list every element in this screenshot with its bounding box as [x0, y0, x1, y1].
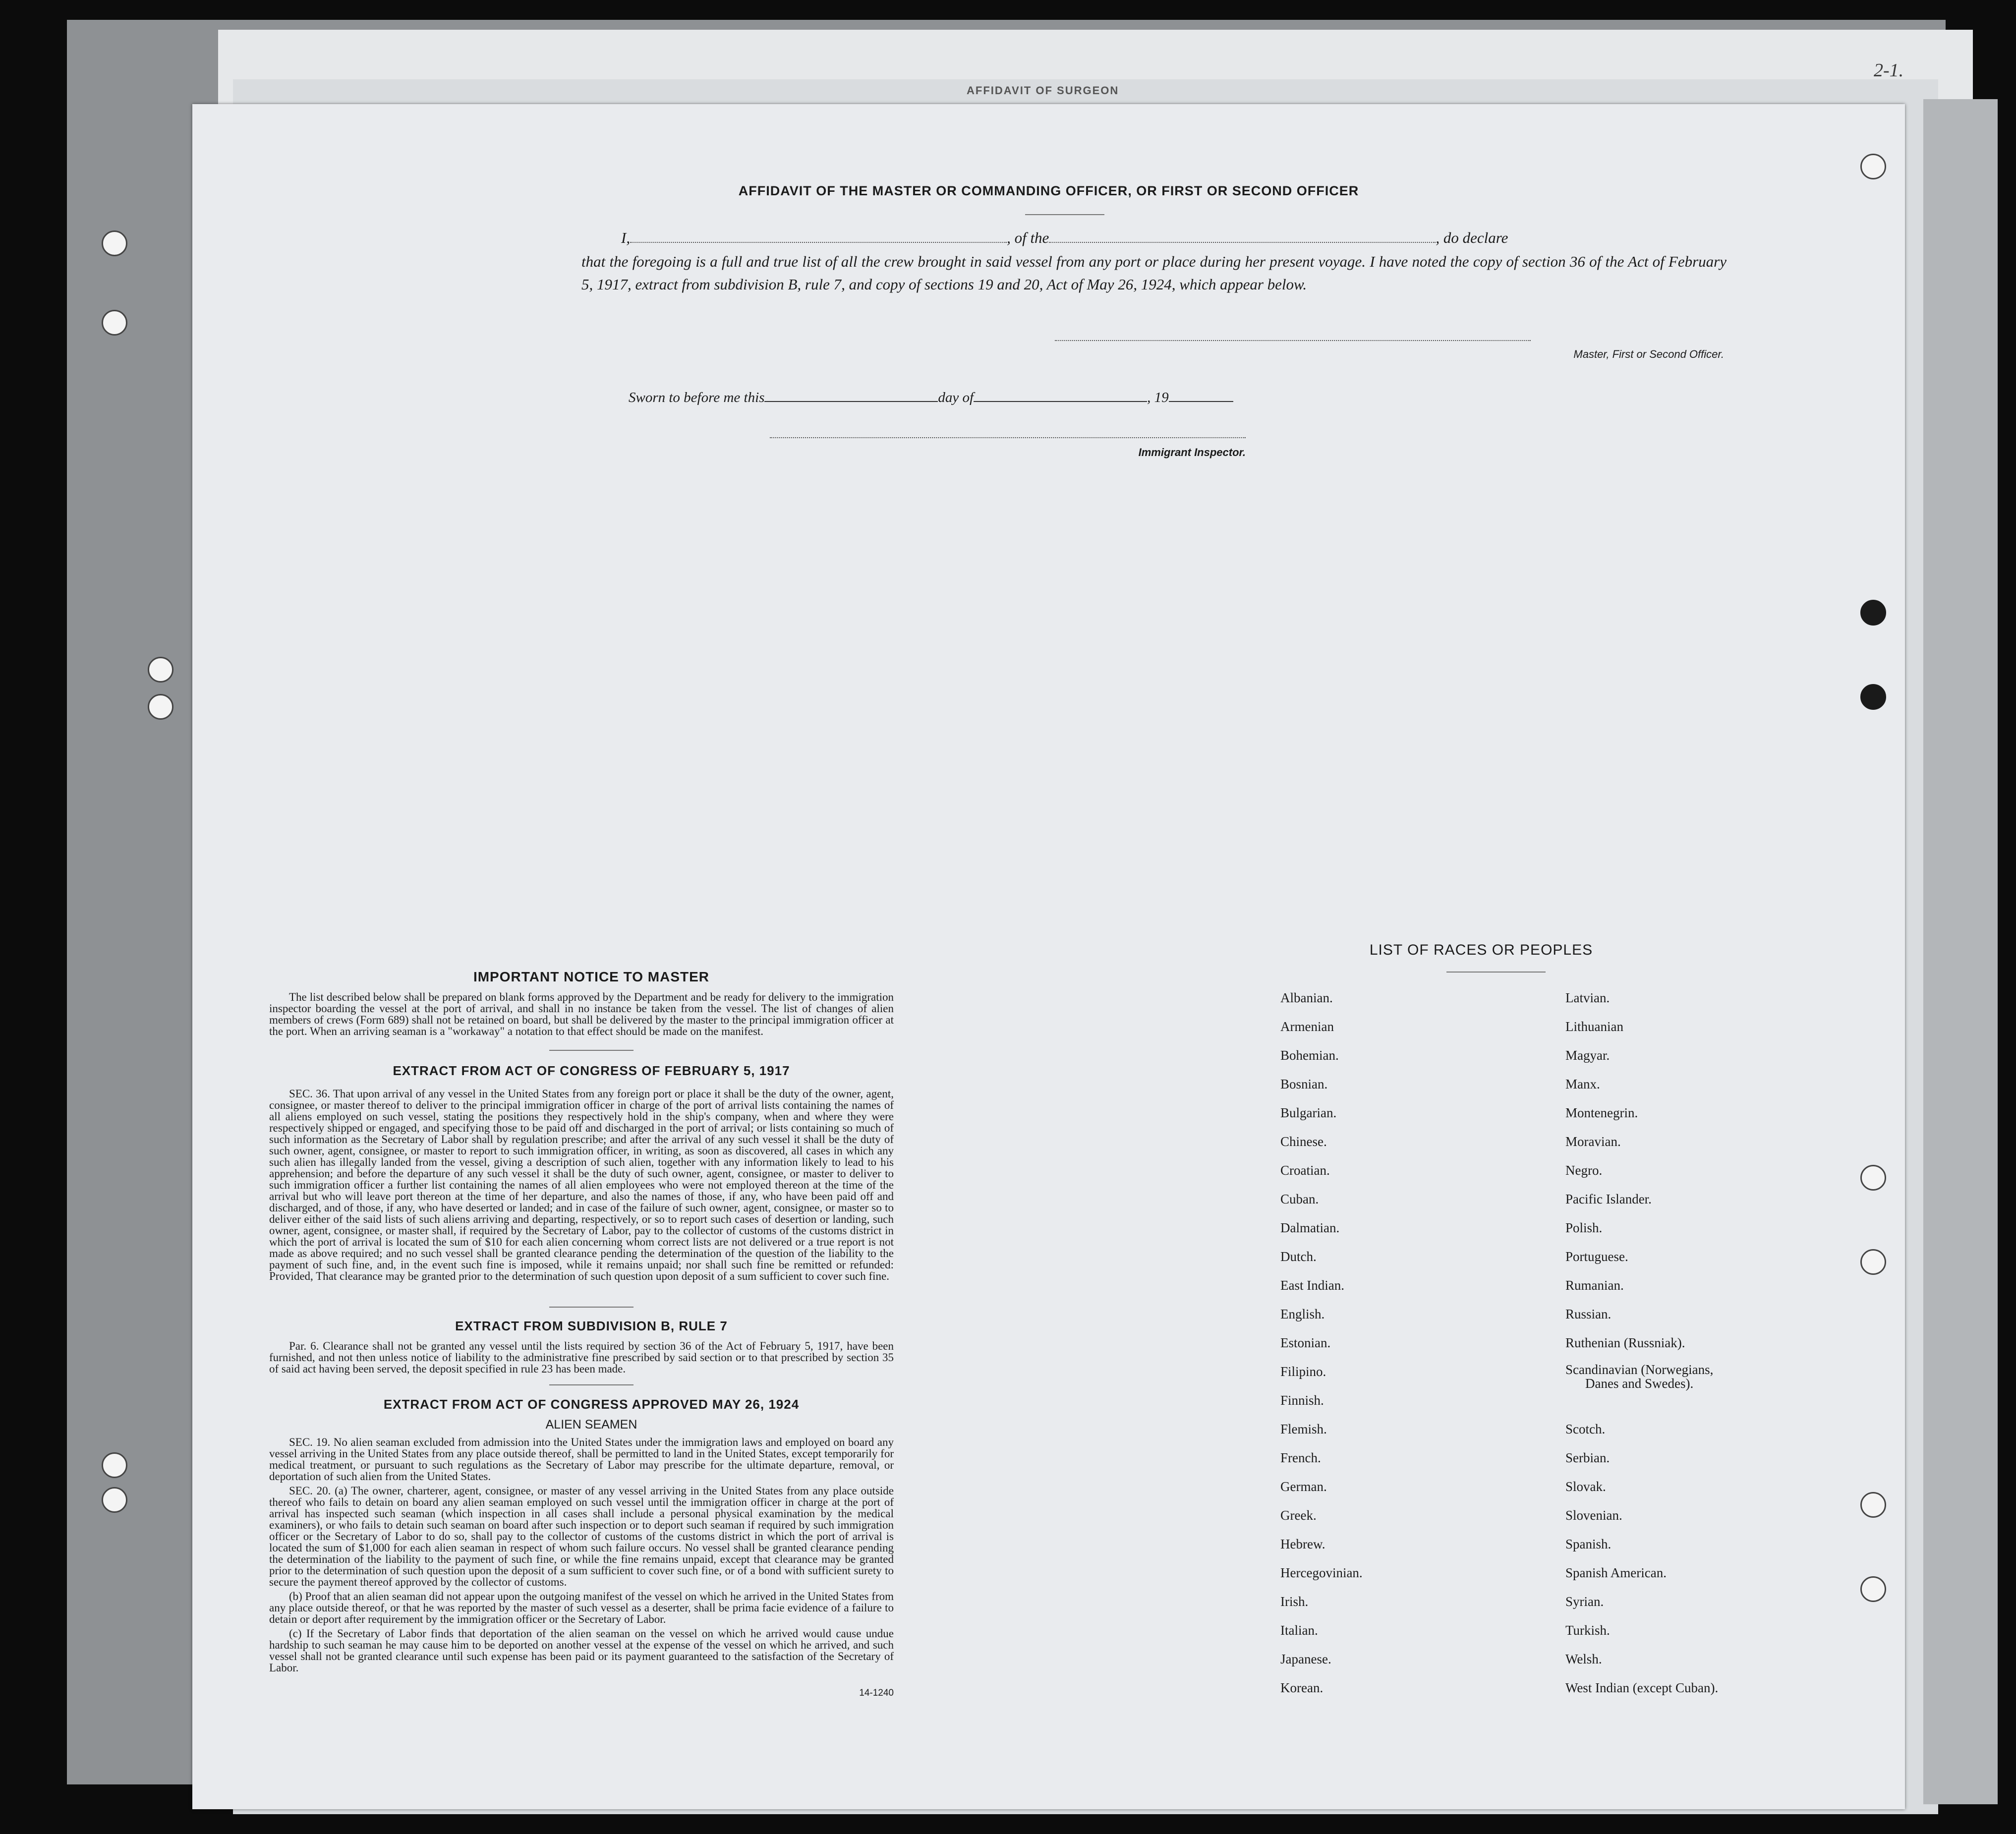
extract-1917-text: SEC. 36. That upon arrival of any vessel in the United States from any foreign port or place it shall be the duty of the owner, agent, consignee, or master thereof to deliver to the principal immigration officer in charge of the port of arrival lists containing the names of all aliens employed on such vessel, stating the positions they respectively hold in the ship's company, when and where they were respectively shipped or engaged, and specifying those to be paid off and discharged in the port of arrival; or lists containing so much of such information as the Secretary of Labor shall by regulation prescribe; and after the arrival of any such vessel it shall be the duty of such owner, agent, consignee, or master to report to such immigration officer, in writing, as soon as discovered, all cases in which any such alien has illegally landed from the vessel, giving a description of such alien, together with any information likely to lead to his apprehension; and before the departure of any such vessel it shall be the duty of such owner, agent, consignee, or master to deliver to such immigration officer a further list containing the names of all alien employees who were not employed thereon at the time of the arrival but who will leave port thereon at the time of her departure, and also the names of those, if any, who have been paid off and discharged, and of those, if any, who have deserted or landed; and in case of the failure of such owner, agent, consignee, or master so to deliver either of the said lists of such aliens arriving and departing, respectively, or so to report such cases of desertion or landing, such owner, agent, consignee, or master shall, if required by the Secretary of Labor, pay to the collector of customs of the customs district in which the port of arrival is located the sum of $10 for each alien concerning whom correct lists are not delivered or a true report is not made as above required; and no such vessel shall be granted clearance pending the determination of the question of the liability to the payment of such fine, and, in the event such fine is imposed, while it remains unpaid; nor shall such fine be remitted or refunded: Provided, That clearance may be granted prior to the determination of such question upon deposit of a sum sufficient to cover such fine.	[269, 1088, 894, 1282]
race-item: Moravian.	[1565, 1134, 1621, 1149]
title-divider	[1025, 214, 1104, 215]
corner-handwritten-note: 2-1.	[1874, 60, 1904, 81]
extract-1924-block	[269, 1436, 894, 1676]
sworn-day-blank[interactable]	[764, 387, 938, 402]
notice-title: IMPORTANT NOTICE TO MASTER	[473, 969, 710, 984]
extract-rule7-title: EXTRACT FROM SUBDIVISION B, RULE 7	[455, 1318, 728, 1333]
punch-hole	[1860, 1249, 1886, 1275]
race-item: Danes and Swedes).	[1585, 1376, 1694, 1391]
punch-hole	[1860, 1576, 1886, 1602]
race-item: East Indian.	[1280, 1278, 1344, 1293]
race-item: Negro.	[1565, 1163, 1603, 1178]
race-item: Croatian.	[1280, 1163, 1330, 1178]
binder-hole	[102, 1487, 127, 1513]
race-item: Chinese.	[1280, 1134, 1327, 1149]
affidavit-form-page	[192, 104, 1905, 1809]
punch-hole	[1860, 154, 1886, 179]
extract-1917-title: EXTRACT FROM ACT OF CONGRESS OF FEBRUARY 5, 1917	[393, 1063, 790, 1078]
race-item: Flemish.	[1280, 1422, 1327, 1436]
notice-text: The list described below shall be prepared on blank forms approved by the Department and be ready for delivery to the immigration inspector boarding the vessel at the port of arrival, and shall in no instance be taken from the vessel. The list of changes of alien members of crews (Form 689) shall not be retained on board, but shall be delivered by the master to the principal immigration officer at the port. When an arriving seaman is a "workaway" a notation to that effect should be made on the manifest.	[269, 991, 894, 1037]
race-item: Estonian.	[1280, 1335, 1331, 1350]
extract-1917-block	[269, 1088, 894, 1285]
race-item: Greek.	[1280, 1508, 1317, 1523]
punch-hole	[1860, 1165, 1886, 1191]
affidavit-title: AFFIDAVIT OF THE MASTER OR COMMANDING OFFICER, OR FIRST OR SECOND OFFICER	[738, 183, 1359, 198]
race-item: Serbian.	[1565, 1450, 1610, 1465]
binder-hole	[102, 310, 127, 336]
race-item: Filipino.	[1280, 1364, 1326, 1379]
declaration-line	[621, 227, 1727, 247]
race-item: Finnish.	[1280, 1393, 1324, 1408]
race-item: Russian.	[1565, 1307, 1612, 1321]
extract-rule7-block	[269, 1340, 894, 1377]
master-signature-label: Master, First or Second Officer.	[1573, 348, 1724, 360]
race-item: Magyar.	[1565, 1048, 1610, 1063]
race-item: Syrian.	[1565, 1594, 1604, 1609]
extract-rule7-text: Par. 6. Clearance shall not be granted any vessel until the lists required by section 36 of the Act of February 5, 1917, have been furnished, and not then unless notice of liability to the administrative fine prescribed by said section or to that prescribed by section 35 of said act having been served, the deposit specified in rule 23 has been made.	[269, 1340, 894, 1375]
race-item: Dutch.	[1280, 1249, 1317, 1264]
race-item: Hebrew.	[1280, 1537, 1325, 1551]
race-item: Albanian.	[1280, 990, 1333, 1005]
section-divider	[549, 1307, 634, 1308]
back-page-heading: AFFIDAVIT OF SURGEON	[967, 84, 1119, 97]
race-item: Spanish American.	[1565, 1565, 1667, 1580]
race-item: Irish.	[1280, 1594, 1309, 1609]
race-item: West Indian (except Cuban).	[1565, 1680, 1719, 1695]
sec19-text: SEC. 19. No alien seaman excluded from admission into the United States under the immigration laws and employed on board any vessel arriving in the United States from any place outside thereof, shall be permitted to land in the United States, except temporarily for medical treatment, or pursuant to such regulations as the Secretary of Labor may prescribe for the ultimate departure, removal, or deportation of such alien from the United States.	[269, 1436, 894, 1483]
race-item: Bulgarian.	[1280, 1105, 1337, 1120]
extract-1924-subtitle: ALIEN SEAMEN	[545, 1418, 637, 1432]
race-item: Dalmatian.	[1280, 1220, 1340, 1235]
race-item: Bohemian.	[1280, 1048, 1339, 1063]
sworn-year-blank[interactable]	[1169, 387, 1233, 402]
sec20b-text: (b) Proof that an alien seaman did not appear upon the outgoing manifest of the vessel on which he arrived in the United States from any place outside thereof, or that he was reported by the master of such vessel as a deserter, shall be prima facie evidence of a failure to detain or deport after requirement by the immigration officer or the Secretary of Labor.	[269, 1590, 894, 1625]
punch-hole	[1860, 600, 1886, 626]
race-item: Japanese.	[1280, 1652, 1331, 1666]
i-label: I,	[621, 229, 631, 246]
right-edge-sheet	[1923, 99, 1998, 1804]
punch-hole	[1860, 684, 1886, 710]
day-of-label: day of	[938, 390, 974, 405]
race-item: Spanish.	[1565, 1537, 1612, 1551]
sec20a-text: SEC. 20. (a) The owner, charterer, agent, consignee, or master of any vessel arriving in the United States from any place outside thereof who fails to detain on board any alien seaman employed on such vessel until the immigration officer in charge at the port of arrival has inspected such seaman (which inspection in all cases shall include a personal physical examination by the medical examiners), or who fails to detain such seaman on board after such inspection or to deport such seaman if required by such immigration officer or the Secretary of Labor to do so, shall pay to the collector of customs of the customs district in which the port of arrival is located the sum of $1,000 for each alien seaman in respect of whom such failure occurs. No vessel shall be granted clearance pending the determination of the liability to the payment of such fine, or while the fine remains unpaid, except that clearance may be granted prior to the determination of such question upon the deposit of a sum sufficient to cover such fine, or of a bond with sufficient surety to secure the payment thereof approved by the collector of customs.	[269, 1485, 894, 1588]
race-item: German.	[1280, 1479, 1327, 1494]
binder-hole	[102, 1452, 127, 1478]
sec20c-text: (c) If the Secretary of Labor finds that deportation of the alien seaman on the vessel on which he arrived would cause undue hardship to such seaman he may cause him to be deported on another vessel at the expense of the vessel on which he arrived, and such vessel shall not be granted clearance until such expense has been paid or its payment guaranteed to the satisfaction of the Secretary of Labor.	[269, 1627, 894, 1674]
race-item: Ruthenian (Russniak).	[1565, 1335, 1685, 1350]
punch-hole	[148, 657, 173, 683]
section-divider	[549, 1050, 634, 1051]
race-item: Montenegrin.	[1565, 1105, 1638, 1120]
race-item: French.	[1280, 1450, 1321, 1465]
extract-1924-title: EXTRACT FROM ACT OF CONGRESS APPROVED MAY 26, 1924	[383, 1397, 800, 1412]
race-item: English.	[1280, 1307, 1325, 1321]
race-item: Slovak.	[1565, 1479, 1606, 1494]
master-signature-line[interactable]	[1055, 340, 1531, 341]
race-item: Rumanian.	[1565, 1278, 1624, 1293]
sworn-line	[629, 387, 1372, 406]
race-item: Lithuanian	[1565, 1019, 1623, 1034]
year-label: , 19	[1147, 390, 1169, 405]
race-item: Welsh.	[1565, 1652, 1602, 1666]
sworn-month-blank[interactable]	[974, 387, 1147, 402]
inspector-signature-line[interactable]	[770, 437, 1246, 438]
race-item: Italian.	[1280, 1623, 1318, 1638]
races-divider	[1446, 972, 1546, 973]
race-item: Manx.	[1565, 1077, 1600, 1091]
race-item: Cuban.	[1280, 1192, 1319, 1206]
name-blank[interactable]	[630, 227, 1007, 243]
form-number: 14-1240	[859, 1688, 894, 1698]
race-item: Latvian.	[1565, 990, 1610, 1005]
do-declare-label: , do declare	[1436, 229, 1508, 246]
of-the-label: , of the	[1007, 229, 1049, 246]
inspector-label: Immigrant Inspector.	[1138, 446, 1246, 458]
punch-hole	[1860, 1492, 1886, 1518]
race-item: Bosnian.	[1280, 1077, 1328, 1091]
race-item: Slovenian.	[1565, 1508, 1622, 1523]
notice-block	[269, 991, 894, 1040]
race-item: Polish.	[1565, 1220, 1603, 1235]
vessel-blank[interactable]	[1049, 227, 1436, 243]
race-item: Scotch.	[1565, 1422, 1606, 1436]
race-item: Scandinavian (Norwegians,	[1565, 1362, 1714, 1377]
race-item: Armenian	[1280, 1019, 1334, 1034]
binder-hole	[102, 230, 127, 256]
race-item: Hercegovinian.	[1280, 1565, 1363, 1580]
races-title: LIST OF RACES OR PEOPLES	[1369, 942, 1593, 958]
affidavit-body: that the foregoing is a full and true list of all the crew brought in said vessel from any port or place during her present voyage. I have noted the copy of section 36 of the Act of February 5, 1917, extract from subdivision B, rule 7, and copy of sections 19 and 20, Act of May 26, 1924, which appear below.	[581, 253, 1727, 293]
race-item: Korean.	[1280, 1680, 1324, 1695]
section-divider	[549, 1384, 634, 1385]
race-item: Portuguese.	[1565, 1249, 1628, 1264]
race-item: Turkish.	[1565, 1623, 1610, 1638]
race-item: Pacific Islander.	[1565, 1192, 1652, 1206]
sworn-label: Sworn to before me this	[629, 390, 765, 405]
punch-hole	[148, 694, 173, 720]
